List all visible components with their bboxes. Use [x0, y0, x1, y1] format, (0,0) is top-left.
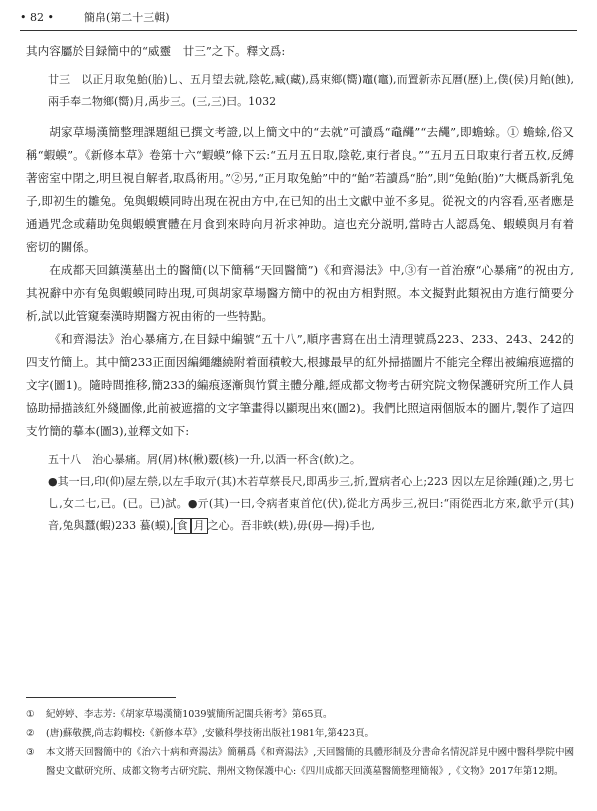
footnote: [26, 724, 574, 743]
quoted-transcription-58: [26, 449, 574, 537]
paragraph-3: 在成都天回鎮漢墓出土的醫簡(以下簡稱“天回醫簡”)《和齊湯法》中,③有一首治療“心暴痛”的祝由方,其祝辭中亦有兔與蝦蟆同時出現,可與胡家草場醫方簡中的祝由方相對照。本文擬對此類祝由方進行簡要分析,試以此管窺秦漢時期醫方祝由術的一些特點。: [26, 263, 574, 323]
footnote-mark: ①: [26, 709, 35, 720]
paragraph-2: 胡家草場漢簡整理課題組已撰文考證,以上簡文中的“去就”可讀爲“鼀𪓰”“去𪓰”,即蟾蜍。① 蟾蜍,俗又稱“蝦蟆”。《新修本草》卷第十六“蝦蟆”條下云:“五月五日取,陰乾,東行者良。”“五月五日取東行者五枚,反縛著密室中閉之,明旦視自解者,取爲術用。”②另,“正月取兔鮐”中的“鮐”若讀爲“胎”,則“兔鮐(胎)”大概爲新乳兔子,即初生的雛兔。兔與蝦蟆同時出現在祝由方中,在已知的出土文獻中並不多見。從祝文的内容看,巫者應是通過咒念或藉助兔與蝦蟆實體在月食到來時向月祈求神助。這也充分説明,當時古人認爲兔、蝦蟆與月有着密切的關係。: [26, 125, 574, 254]
footnote-mark: ②: [26, 728, 35, 739]
transcription-line-2: [48, 471, 574, 537]
footnote: [26, 705, 574, 724]
boxed-char: 月: [191, 518, 208, 534]
paragraph-1: 其内容屬於目録簡中的“威靈 廿三”之下。釋文爲:: [26, 44, 286, 58]
footnote-rule: [26, 697, 176, 698]
journal-title: 簡帛(第二十三輯): [84, 11, 170, 24]
transcription-text: ●其一曰,印(仰)屋左禜,以左手取亓(其)木若草蔡長尺,即禹步三,折,置病者心上;223 因以左足徐踵(踵)之,男七乚,女二七,已。(已。已)試。●亓(其)一曰,令病者東首佗(伏),從北方禹步三,祝曰:“雨從西北方來,歙乎亓(其)音,兔與蠶(蝦)233 蟇(蟆),: [48, 475, 574, 532]
transcription-tail: 之心。吾非蛈(蛈),毋(毋—拇)手也,: [207, 519, 375, 532]
header-rule: [20, 30, 577, 31]
quoted-slip-1032: 廿三 以正月取兔鮐(胎)乚、五月望去就,陰乾,臧(藏),爲束鄉(嚮)竈(竈),而置新赤瓦曆(歷)上,僕(侯)月鲐(蝕),兩手奉二物鄉(嚮)月,禹步三。(三,三)曰。1032: [48, 73, 574, 108]
running-header: [20, 8, 577, 28]
boxed-char: 食: [174, 518, 191, 534]
footnote-text: (唐)蘇敬撰,尚志鈞輯校:《新修本草》,安徽科學技術出版社1981年,第423頁。: [46, 728, 374, 739]
footnote-text: 本文將天回醫簡中的《治六十病和齊湯法》簡稱爲《和齊湯法》,天回醫簡的具體形制及分書命名情況詳見中國中醫科學院中國醫史文獻研究所、成都文物考古研究院、荆州文物保護中心:《四川成都天回漢墓醫簡整理簡報》,《文物》2017年第12期。: [46, 747, 574, 777]
main-text: [26, 40, 574, 545]
page-number: • 82 •: [20, 11, 54, 24]
footnote: [26, 743, 574, 781]
footnotes: [26, 705, 574, 781]
paragraph-4: 《和齊湯法》治心暴痛方,在目録中編號“五十八”,順序書寫在出土清理號爲223、233、243、242的四支竹簡上。其中簡233正面因編繩纏繞附着面積較大,根據最早的紅外掃描圖片不能完全釋出被編痕遮擋的文字(圖1)。隨時間推移,簡233的編痕逐漸與竹質主體分離,經成都文物考古研究院文物保護研究所工作人員協助掃描該紅外綫圖像,此前被遮擋的文字筆畫得以顯現出來(圖2)。我們比照這兩個版本的圖片,製作了這四支竹簡的摹本(圖3),並釋文如下:: [26, 332, 574, 438]
transcription-line-1: 五十八 治心暴痛。屑(屑)林(楸)覈(核)一升,以酒一杯含(飲)之。: [48, 453, 361, 466]
footnote-mark: ③: [26, 747, 35, 758]
footnote-text: 紀婷婷、李志芳:《胡家草場漢簡1039號簡所記閩兵術考》第65頁。: [46, 709, 333, 720]
